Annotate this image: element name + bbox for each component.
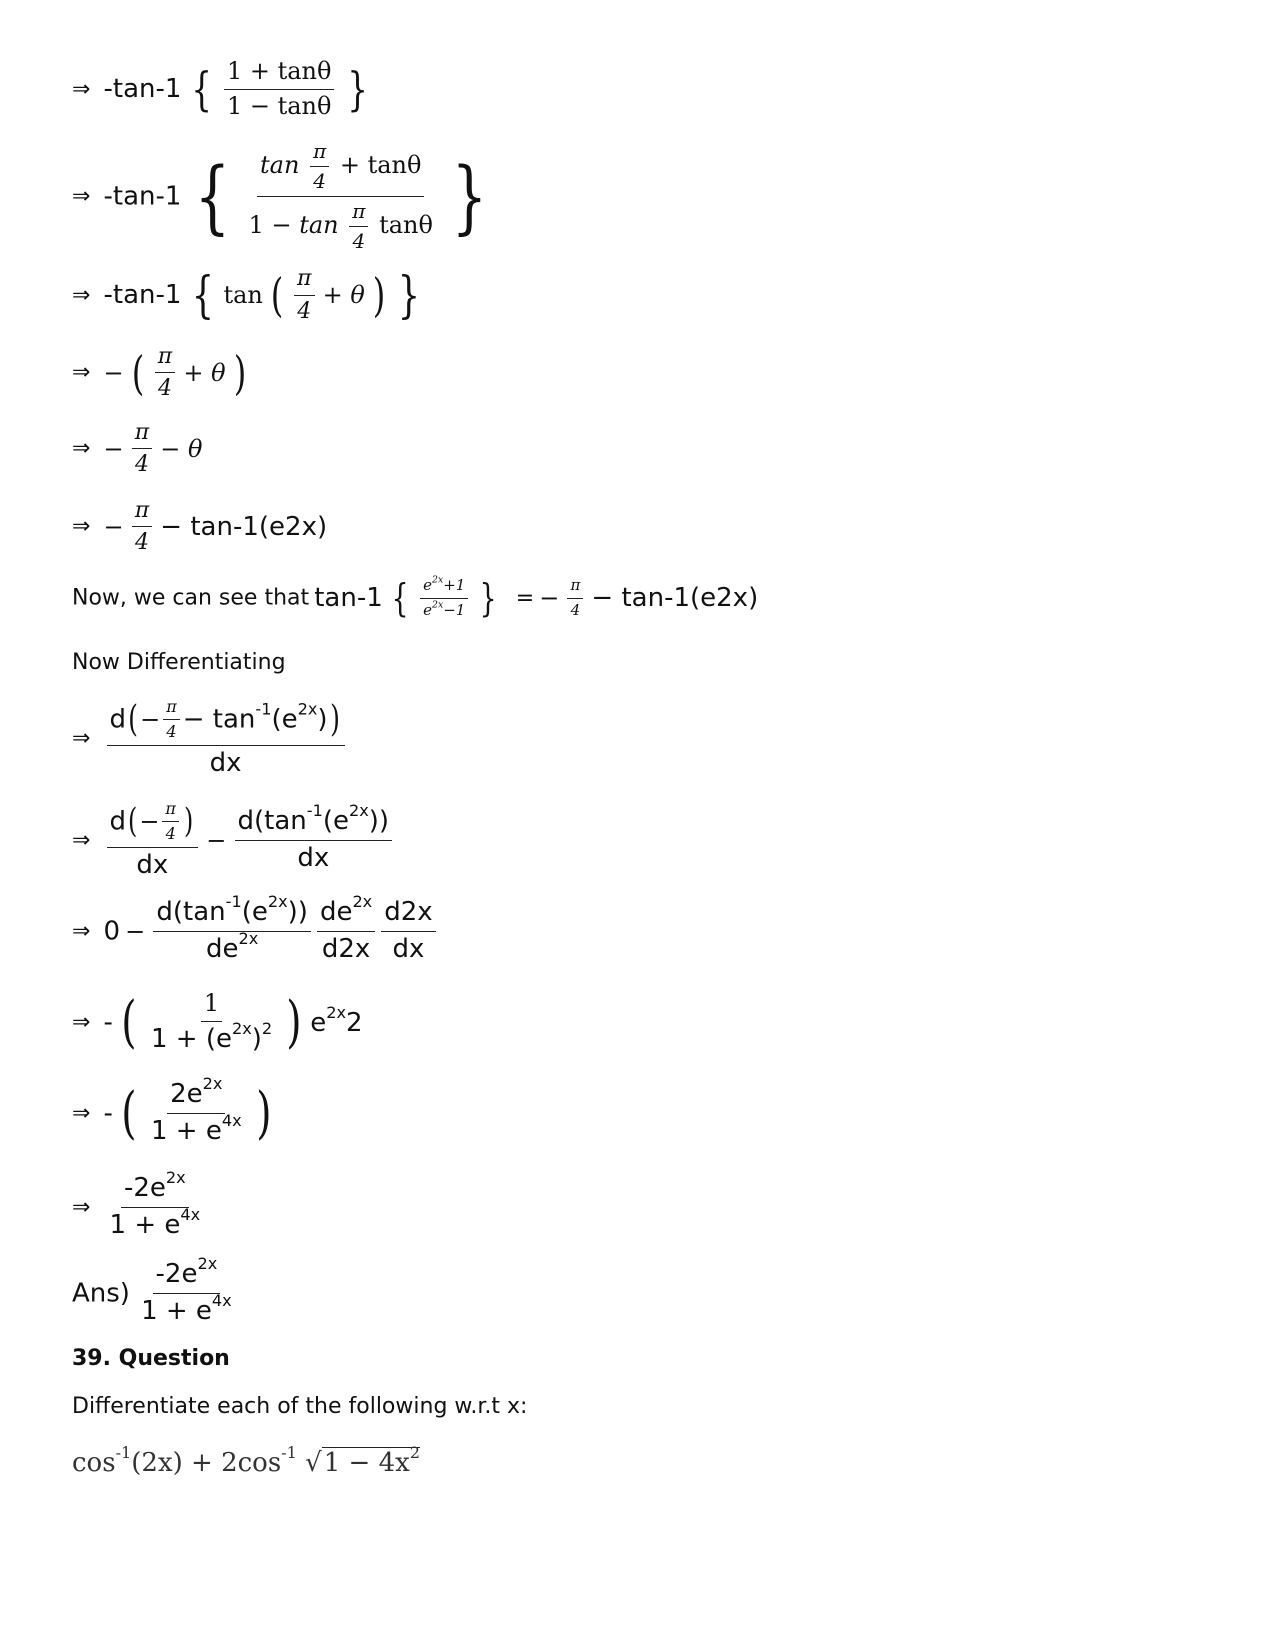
right-brace: } xyxy=(397,266,420,324)
four: 4 xyxy=(158,376,173,402)
sqrt-sign: √ xyxy=(305,1448,322,1478)
denominator: 1 − tanθ xyxy=(226,91,332,120)
pi: π xyxy=(567,577,583,598)
implies-arrow: ⇒ xyxy=(72,1010,91,1035)
four: 4 xyxy=(570,600,581,619)
pi: π xyxy=(132,420,152,449)
minus-tan: − tan xyxy=(160,511,233,542)
pi: π xyxy=(155,344,175,373)
denominator-dx: dx xyxy=(136,849,169,880)
inverse-exponent: -1 xyxy=(155,74,182,105)
e2x-times-2: $e^{2x}2$ xyxy=(310,1002,363,1038)
right-brace: } xyxy=(451,150,488,243)
four: 4 xyxy=(134,452,149,478)
four: 4 xyxy=(352,229,366,253)
step-5 xyxy=(72,420,202,478)
four: 4 xyxy=(313,169,326,193)
chain-fraction-2: $\frac{de^{2x}}{d2x}$ xyxy=(317,898,375,965)
pi: π xyxy=(310,140,329,167)
e-fraction xyxy=(420,574,468,619)
exponent-2x: 2x xyxy=(285,511,317,542)
pi-over-4 xyxy=(310,140,329,193)
right-paren: ) xyxy=(255,1080,272,1146)
final-fraction: $\frac{-2e^{2x}}{1 + e^{4x}}$ xyxy=(109,1168,201,1240)
derivative-fraction xyxy=(107,698,345,779)
step-2 xyxy=(72,140,495,253)
numerator: d(− $\frac{\pi}{4}$ ) xyxy=(107,800,199,848)
denominator xyxy=(246,197,436,253)
left-brace: { xyxy=(190,62,212,117)
now-see-line xyxy=(72,576,758,620)
pi-over-4 xyxy=(132,420,152,478)
diff-step-1 xyxy=(72,698,348,779)
minus: − xyxy=(125,917,146,946)
pi: π xyxy=(132,498,152,527)
simplified-fraction: $\frac{2e^{2x}}{1 + e^{4x}}$ xyxy=(150,1074,242,1146)
inverse-exponent: -1 xyxy=(232,511,259,542)
cos: cos xyxy=(72,1448,116,1478)
minus: − xyxy=(539,584,560,612)
close-paren: ) xyxy=(316,511,328,542)
exponent-2x: 2x xyxy=(716,583,749,613)
numerator xyxy=(257,140,424,197)
step-6 xyxy=(72,498,327,556)
implies-arrow: ⇒ xyxy=(72,282,91,308)
pi: π xyxy=(294,266,314,295)
question-text: Differentiate each of the following w.r.t x: xyxy=(72,1394,528,1419)
step-4 xyxy=(72,344,249,402)
now-see-text: Now, we can see that xyxy=(72,585,310,611)
plus-tan-theta: + tanθ xyxy=(339,151,422,179)
denominator-dx: dx xyxy=(209,747,242,778)
implies-arrow: ⇒ xyxy=(72,1194,91,1220)
d: d xyxy=(109,704,127,735)
left-paren: ( xyxy=(121,1080,137,1146)
minus: − xyxy=(103,512,124,541)
implies-arrow: ⇒ xyxy=(72,436,91,462)
right-paren: ) xyxy=(286,990,302,1055)
pi-over-4 xyxy=(294,266,314,324)
negative-sign: - xyxy=(103,1098,113,1129)
now-diff-line xyxy=(72,650,286,675)
answer-line xyxy=(72,1254,238,1327)
inverse-exponent: -1 xyxy=(115,1443,132,1463)
reciprocal-fraction: $\frac{1}{1 + (e^{2x})^2}$ xyxy=(150,989,273,1054)
right-paren: ) xyxy=(233,345,246,400)
four: 4 xyxy=(134,530,149,556)
denominator: $e^{2x}-1$ xyxy=(423,599,466,619)
left-paren: ( xyxy=(131,345,144,400)
e-base: (e xyxy=(258,511,286,542)
chain-fraction-1: $\frac{d(\tan^{-1}(e^{2x}))}{de^{2x}}$ xyxy=(153,898,311,965)
right-paren: ) xyxy=(372,268,386,322)
diff-step-2 xyxy=(72,800,395,881)
neg-tan: -tan xyxy=(103,280,156,310)
inverse-exponent: -1 xyxy=(281,1443,297,1463)
plus-theta: + θ xyxy=(322,281,365,309)
inverse-exponent: -1 xyxy=(664,583,690,613)
diff-step-3 xyxy=(72,892,439,965)
implies-arrow: ⇒ xyxy=(72,184,91,209)
now-differentiating-text: Now Differentiating xyxy=(72,650,286,675)
implies-arrow: ⇒ xyxy=(72,827,91,853)
numerator: $e^{2x}+1$ xyxy=(420,577,468,598)
implies-arrow: ⇒ xyxy=(72,514,91,540)
left-brace: { xyxy=(191,266,214,324)
plus-theta: + θ xyxy=(183,358,226,387)
inverse-exponent: -1 xyxy=(155,181,182,212)
fraction xyxy=(224,58,335,120)
question-heading: 39. Question xyxy=(72,1346,230,1371)
sqrt-body: $1 - 4x^2$ xyxy=(323,1443,421,1478)
fraction xyxy=(246,140,436,253)
derivative-tan-fraction xyxy=(235,801,393,874)
answer-label: Ans) xyxy=(72,1278,130,1309)
one-minus: 1 − xyxy=(248,211,300,239)
tan-italic: tan xyxy=(260,151,300,179)
four: 4 xyxy=(297,298,312,324)
left-brace: { xyxy=(194,150,230,243)
right-brace: } xyxy=(480,576,497,620)
tan: tan xyxy=(314,583,357,613)
pi: π xyxy=(349,200,368,227)
implies-arrow: ⇒ xyxy=(72,76,91,102)
chain-fraction-3: $\frac{d2x}{dx}$ xyxy=(381,898,435,965)
numerator: d(− $\frac{\pi}{4}$ − $\tan^{-1}(e^{2x})$) xyxy=(107,698,345,746)
minus-tan: − tan xyxy=(591,583,665,613)
step-1 xyxy=(72,58,372,120)
left-paren: ( xyxy=(270,268,284,322)
minus: − xyxy=(206,826,227,855)
denominator-dx: dx xyxy=(297,842,330,873)
equals: = xyxy=(515,585,535,611)
tan-italic: tan xyxy=(299,211,339,239)
close-paren: ) xyxy=(748,583,759,613)
neg-tan: -tan xyxy=(103,74,156,105)
neg-tan: -tan xyxy=(103,181,156,212)
minus-theta: − θ xyxy=(160,434,203,463)
zero: 0 xyxy=(103,916,121,947)
implies-arrow: ⇒ xyxy=(72,725,91,751)
e-base: (e xyxy=(690,583,717,613)
left-brace: { xyxy=(391,576,409,620)
right-brace: } xyxy=(346,62,368,117)
diff-step-5 xyxy=(72,1074,275,1147)
minus: − xyxy=(103,358,124,387)
numerator: $d(\tan^{-1}(e^{2x}))$ xyxy=(235,807,393,841)
step-3 xyxy=(72,266,425,324)
implies-arrow: ⇒ xyxy=(72,360,91,386)
pi-over-4 xyxy=(155,344,175,402)
inverse-exponent: -1 xyxy=(155,280,182,310)
derivative-pi-fraction xyxy=(107,800,199,881)
tan-theta: tanθ xyxy=(379,211,433,239)
answer-fraction: $\frac{-2e^{2x}}{1 + e^{4x}}$ xyxy=(141,1254,232,1326)
left-paren: ( xyxy=(121,990,137,1055)
pi-over-4 xyxy=(132,498,152,556)
implies-arrow: ⇒ xyxy=(72,918,91,944)
tan: tan xyxy=(223,281,263,309)
inverse-exponent: -1 xyxy=(356,583,383,613)
pi-over-4 xyxy=(349,200,368,253)
negative-sign: - xyxy=(103,1007,113,1038)
pi-over-4 xyxy=(567,577,583,619)
minus: − xyxy=(103,434,124,463)
implies-arrow: ⇒ xyxy=(72,1100,91,1126)
numerator: 1 + tanθ xyxy=(224,58,335,90)
diff-step-6 xyxy=(72,1168,206,1241)
diff-step-4 xyxy=(72,990,363,1055)
argument: (2x) + 2cos xyxy=(131,1448,282,1478)
question-expression xyxy=(72,1443,421,1478)
